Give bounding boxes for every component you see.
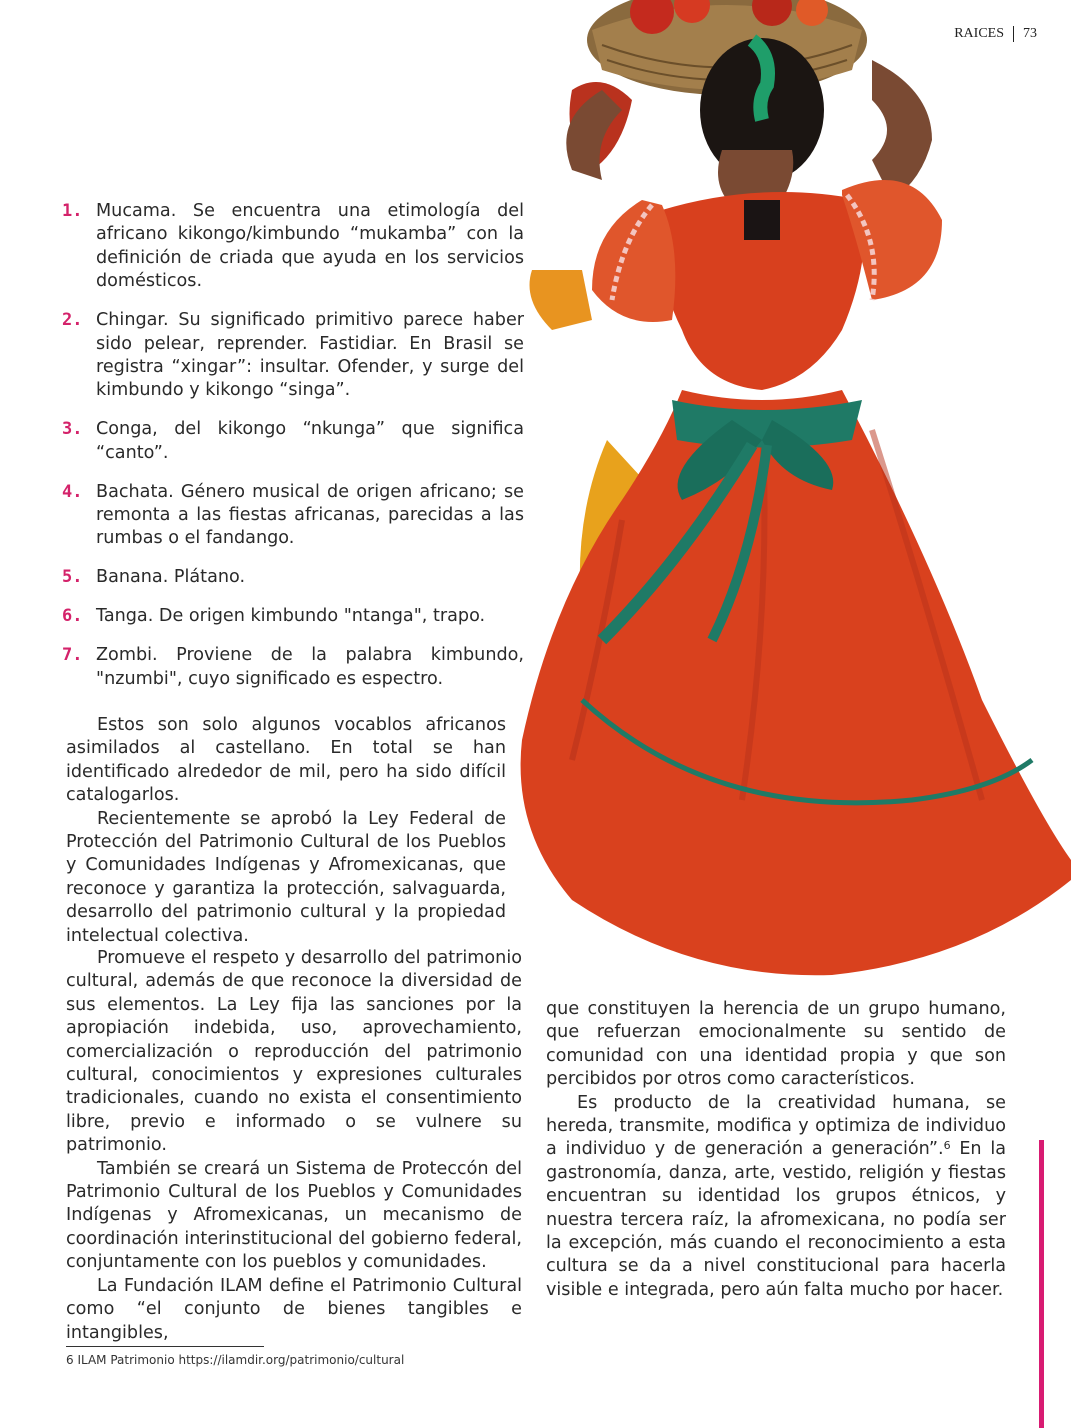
body-column-left-bottom: [66, 947, 522, 1345]
list-text: Banana. Plátano.: [96, 567, 246, 588]
list-item: [62, 605, 524, 628]
paragraph: [546, 1092, 1006, 1303]
list-text: Mucama. Se encuentra una etimología del africano kikongo/kimbundo “mukamba” con la definición de criada que ayuda en los servicios domésticos.: [96, 201, 524, 292]
list-item: [62, 566, 524, 589]
footnote-ref: 6: [943, 1139, 951, 1153]
accent-bar: [1039, 1140, 1044, 1428]
paragraph-text: Es producto de la creatividad humana, se hereda, transmite, modifica y optimiza de individuo a individuo y de generación a generación”.: [546, 1092, 1006, 1160]
vocabulary-list: [62, 200, 524, 706]
list-text: Chingar. Su significado primitivo parece haber sido pelear, reprender. Fastidiar. En Brasil se registra “xingar”: insultar. Ofender, y surge del kimbundo y kikongo “singa”.: [96, 310, 524, 401]
list-item: [62, 418, 524, 465]
paragraph: Estos son solo algunos vocablos africanos asimilados al castellano. En total se han identificado alrededor de mil, pero ha sido difícil catalogarlos.: [66, 715, 506, 806]
list-item: [62, 644, 524, 691]
list-number: 3.: [62, 419, 83, 440]
list-number: 1.: [62, 201, 83, 221]
body-column-left-top: [66, 714, 506, 948]
paragraph: Recientemente se aprobó la Ley Federal de Protección del Patrimonio Cultural de los Pueblos y Comunidades Indígenas y Afromexicanas, que reconoce y garantiza la protección, salvaguarda, desarrollo del patrimonio cultural y la propiedad intelectual colectiva.: [66, 808, 506, 946]
list-number: 6.: [62, 606, 83, 627]
body-column-right: [546, 998, 1006, 1302]
list-number: 4.: [62, 481, 83, 502]
list-text: Conga, del kikongo “nkunga” que significa “canto”.: [96, 419, 524, 463]
paragraph-text: En la gastronomía, danza, arte, vestido, religión y fiestas encuentran su identidad los grupos étnicos, y nuestra tercera raíz, la afromexicana, no podía ser la excepción, más cuando el reconocimiento a esta cultura se da a nivel constitucional para hacerla visible e integrada, pero aún falta mucho por hacer.: [546, 1139, 1007, 1300]
list-text: Bachata. Género musical de origen africano; se remonta a las fiestas africanas, parecidas a las rumbas o el fandango.: [96, 481, 524, 549]
list-item: [62, 481, 524, 551]
paragraph: La Fundación ILAM define el Patrimonio Cultural como “el conjunto de bienes tangibles e intangibles,: [66, 1275, 522, 1343]
paragraph: Promueve el respeto y desarrollo del patrimonio cultural, además de que reconoce la diversidad de sus elementos. La Ley fija las sanciones por la apropiación indebida, uso, aprovechamiento, comercialización o reproducción del patrimonio cultural, conocimientos y expresiones culturales tradicionales, cuando no exista el consentimiento libre, previo e informado o se vulnere su patrimonio.: [66, 948, 522, 1156]
list-text: Zombi. Proviene de la palabra kimbundo, "nzumbi", cuyo significado es espectro.: [96, 645, 524, 689]
paragraph: que constituyen la herencia de un grupo humano, que refuerzan emocionalmente su sentido de comunidad con una identidad propia y que son percibidos por otros como característicos.: [546, 999, 1006, 1090]
section-name: RAICES: [954, 26, 1004, 41]
dancer-photo: [512, 0, 1071, 980]
paragraph: También se creará un Sistema de Proteccón del Patrimonio Cultural de los Pueblos y Comunidades Indígenas y Afromexicanas, un mecanismo de coordinación interinstitucional del gobierno federal, conjuntamente con los pueblos y comunidades.: [66, 1158, 522, 1273]
list-text: Tanga. De origen kimbundo "ntanga", trapo.: [96, 606, 486, 627]
footnote: 6 ILAM Patrimonio https://ilamdir.org/patrimonio/cultural: [66, 1353, 405, 1367]
footnote-divider: [66, 1346, 264, 1347]
list-item: [62, 309, 524, 403]
list-number: 7.: [62, 645, 83, 666]
page-number: 73: [1023, 26, 1037, 41]
list-number: 5.: [62, 567, 83, 588]
list-item: [62, 200, 524, 294]
list-number: 2.: [62, 310, 83, 331]
